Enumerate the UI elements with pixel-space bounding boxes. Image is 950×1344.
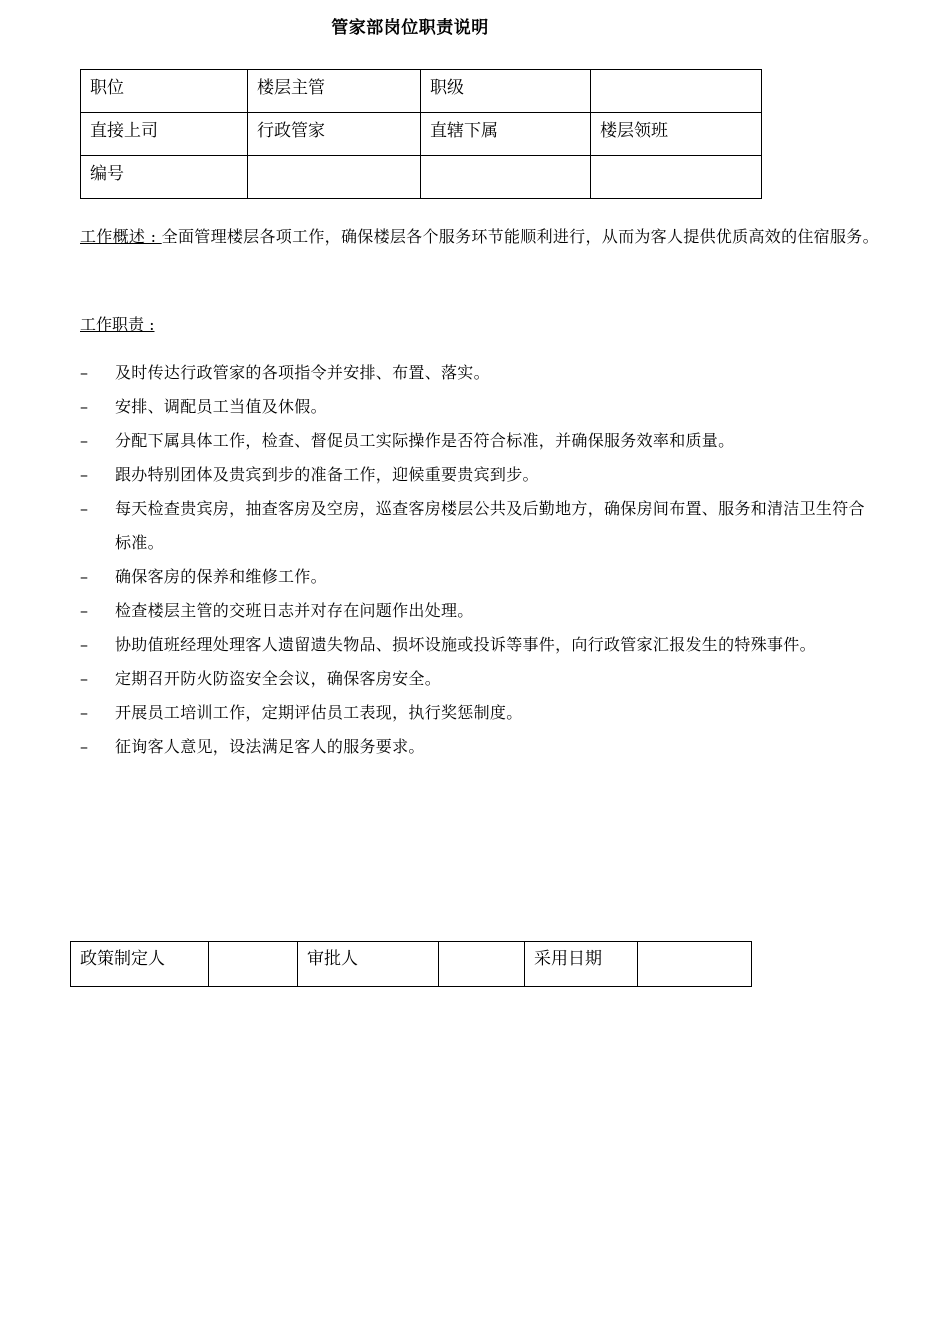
list-item (80, 424, 880, 458)
bullet-dash: – (80, 465, 89, 484)
subordinates-label: 直辖下属 (421, 113, 591, 156)
duty-text: 征询客人意见，设法满足客人的服务要求。 (115, 737, 425, 756)
page-title: 管家部岗位职责说明 (331, 18, 489, 38)
duty-text: 定期召开防火防盗安全会议，确保客房安全。 (115, 669, 442, 688)
list-item (80, 458, 880, 492)
duty-text: 确保客房的保养和维修工作。 (115, 567, 327, 586)
duty-text: 每天检查贵宾房，抽查客房及空房，巡查客房楼层公共及后勤地方，确保房间布置、服务和清洁卫生符合标准。 (115, 499, 865, 552)
duty-text: 及时传达行政管家的各项指令并安排、布置、落实。 (115, 363, 490, 382)
duties-heading: 工作职责 : (80, 315, 155, 334)
empty-cell (421, 156, 591, 199)
bullet-dash: – (80, 363, 89, 382)
number-value (248, 156, 421, 199)
list-item (80, 390, 880, 424)
approver-value (439, 942, 525, 987)
bullet-dash: – (80, 703, 89, 722)
bullet-dash: – (80, 737, 89, 756)
duty-text: 分配下属具体工作，检查、督促员工实际操作是否符合标准，并确保服务效率和质量。 (115, 431, 735, 450)
empty-cell (591, 156, 762, 199)
table-row (81, 113, 762, 156)
list-item (80, 356, 880, 390)
list-item (80, 696, 880, 730)
job-summary-label: 工作概述 : (80, 227, 162, 246)
list-item (80, 730, 880, 764)
bullet-dash: – (80, 397, 89, 416)
table-row (81, 70, 762, 113)
grade-label: 职级 (421, 70, 591, 113)
approval-table (70, 941, 752, 987)
position-value: 楼层主管 (248, 70, 421, 113)
duty-text: 协助值班经理处理客人遗留遗失物品、损坏设施或投诉等事件，向行政管家汇报发生的特殊事件。 (115, 635, 816, 654)
supervisor-value: 行政管家 (248, 113, 421, 156)
position-info-table (80, 69, 762, 199)
duty-text: 检查楼层主管的交班日志并对存在问题作出处理。 (115, 601, 474, 620)
grade-value (591, 70, 762, 113)
duty-text: 安排、调配员工当值及休假。 (115, 397, 327, 416)
list-item (80, 628, 880, 662)
bullet-dash: – (80, 431, 89, 450)
position-label: 职位 (81, 70, 248, 113)
bullet-dash: – (80, 499, 89, 518)
duty-text: 跟办特别团体及贵宾到步的准备工作，迎候重要贵宾到步。 (115, 465, 539, 484)
bullet-dash: – (80, 567, 89, 586)
table-row (81, 156, 762, 199)
adoption-date-value (638, 942, 752, 987)
number-label: 编号 (81, 156, 248, 199)
list-item (80, 662, 880, 696)
job-summary-text: 全面管理楼层各项工作，确保楼层各个服务环节能顺利进行，从而为客人提供优质高效的住宿服务。 (161, 227, 879, 246)
table-row (71, 942, 752, 987)
supervisor-label: 直接上司 (81, 113, 248, 156)
approver-label: 审批人 (298, 942, 439, 987)
duty-text: 开展员工培训工作，定期评估员工表现，执行奖惩制度。 (115, 703, 523, 722)
bullet-dash: – (80, 635, 89, 654)
duties-list (80, 356, 880, 764)
list-item (80, 594, 880, 628)
bullet-dash: – (80, 601, 89, 620)
adoption-date-label: 采用日期 (525, 942, 638, 987)
subordinates-value: 楼层领班 (591, 113, 762, 156)
list-item (80, 492, 880, 560)
bullet-dash: – (80, 669, 89, 688)
policy-maker-label: 政策制定人 (71, 942, 209, 987)
policy-maker-value (209, 942, 298, 987)
job-summary (80, 224, 880, 249)
list-item (80, 560, 880, 594)
